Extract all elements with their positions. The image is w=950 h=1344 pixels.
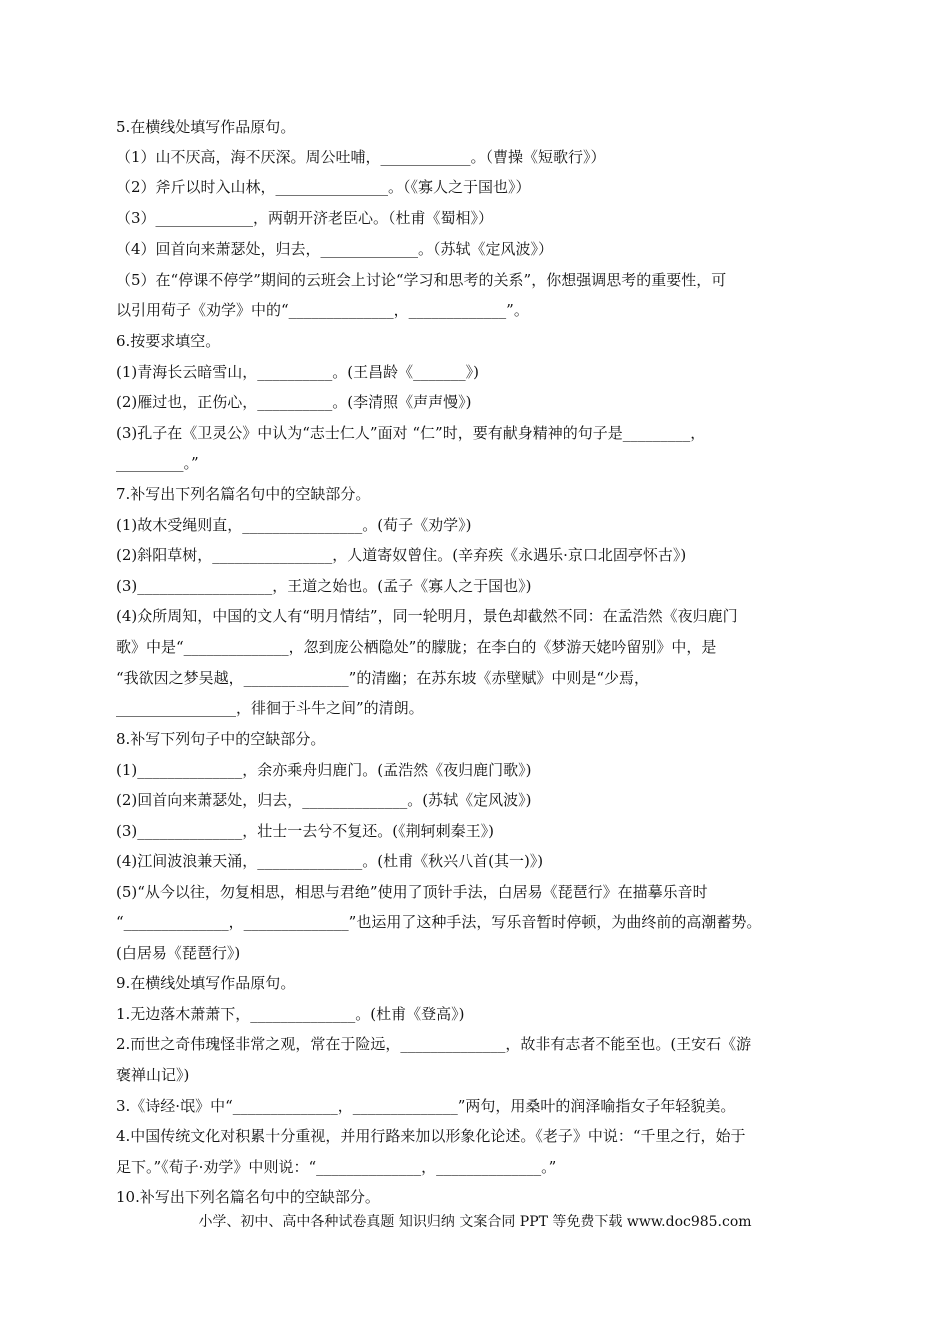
question-5-item-4: （4）回首向来萧瑟处，归去，_____________。（苏轼《定风波》）: [116, 240, 554, 258]
question-6-item-3-cont: _________。”: [116, 454, 199, 472]
question-7-heading: 7.补写出下列名篇名句中的空缺部分。: [116, 485, 371, 503]
question-9-item-2: 2.而世之奇伟瑰怪非常之观，常在于险远，______________，故非有志者不能至也。(王安石《游: [116, 1035, 752, 1053]
question-8-item-5-cont-1: “______________，______________”也运用了这种手法，写乐音暂时停顿，为曲终前的高潮蓄势。: [116, 913, 762, 931]
question-9-item-4-cont: 足下。”《荀子·劝学》中则说：“______________，______________。”: [116, 1158, 557, 1176]
question-7-item-2: (2)斜阳草树，________________，人道寄奴曾住。(辛弃疾《永遇乐·京口北固亭怀古》): [116, 546, 687, 564]
question-9-item-3: 3.《诗经·氓》中“______________，______________”两句，用桑叶的润泽喻指女子年轻貌美。: [116, 1097, 736, 1115]
question-8-item-3: (3)______________，壮士一去兮不复还。(《荆轲刺秦王》): [116, 822, 494, 840]
question-6-item-1: (1)青海长云暗雪山，__________。(王昌龄《_______》): [116, 363, 479, 381]
question-8-item-2: (2)回首向来萧瑟处，归去，______________。(苏轼《定风波》): [116, 791, 532, 809]
question-9-item-2-cont: 褒禅山记》): [116, 1066, 190, 1084]
question-5-item-3: （3）_____________，两朝开济老臣心。（杜甫《蜀相》）: [116, 209, 494, 227]
question-7-item-4-cont-1: 歌》中是“______________，忽到庞公栖隐处”的朦胧；在李白的《梦游天姥吟留别》中，是: [116, 638, 717, 656]
question-7-item-3: (3)__________________，王道之始也。(孟子《寡人之于国也》): [116, 577, 532, 595]
question-8-item-5: (5)“从今以往，勿复相思，相思与君绝”使用了顶针手法，白居易《琵琶行》在描摹乐音时: [116, 883, 708, 901]
question-7-item-4: (4)众所周知，中国的文人有“明月情结”，同一轮明月，景色却截然不同：在孟浩然《夜归鹿门: [116, 607, 738, 625]
question-6-heading: 6.按要求填空。: [116, 332, 221, 350]
question-7-item-4-cont-3: ________________，徘徊于斗牛之间”的清朗。: [116, 699, 424, 717]
question-7-item-4-cont-2: “我欲因之梦吴越，______________”的清幽；在苏东坡《赤壁赋》中则是“少焉，: [116, 669, 650, 687]
question-9-heading: 9.在横线处填写作品原句。: [116, 974, 296, 992]
question-8-item-5-cont-2: (白居易《琵琶行》): [116, 944, 241, 962]
question-10-heading: 10.补写出下列名篇名句中的空缺部分。: [116, 1188, 380, 1206]
question-6-item-3: (3)孔子在《卫灵公》中认为“志士仁人”面对 “仁”时，要有献身精神的句子是_________，: [116, 424, 706, 442]
question-7-item-1: (1)故木受绳则直，________________。(荀子《劝学》): [116, 516, 472, 534]
question-5-item-1: （1）山不厌高，海不厌深。周公吐哺，____________。（曹操《短歌行》）: [116, 148, 606, 166]
question-5-item-2: （2）斧斤以时入山林，_______________。（《寡人之于国也》）: [116, 178, 531, 196]
question-8-item-1: (1)______________，余亦乘舟归鹿门。(孟浩然《夜归鹿门歌》): [116, 761, 532, 779]
question-5-heading: 5.在横线处填写作品原句。: [116, 118, 296, 136]
question-8-item-4: (4)江间波浪兼天涌，______________。(杜甫《秋兴八首(其一)》): [116, 852, 544, 870]
page-footer: 小学、初中、高中各种试卷真题 知识归纳 文案合同 PPT 等免费下载 www.doc985.com: [198, 1214, 752, 1230]
question-6-item-2: (2)雁过也，正伤心，__________。(李清照《声声慢》): [116, 393, 472, 411]
question-9-item-4: 4.中国传统文化对积累十分重视，并用行路来加以形象化论述。《老子》中说：“千里之行，始于: [116, 1127, 746, 1145]
question-9-item-1: 1.无边落木萧萧下，______________。(杜甫《登高》): [116, 1005, 465, 1023]
question-8-heading: 8.补写下列句子中的空缺部分。: [116, 730, 326, 748]
question-5-item-5-cont: 以引用荀子《劝学》中的“______________，_____________”。: [116, 301, 529, 319]
question-5-item-5: （5）在“停课不停学”期间的云班会上讨论“学习和思考的关系”，你想强调思考的重要性，可: [116, 271, 727, 289]
